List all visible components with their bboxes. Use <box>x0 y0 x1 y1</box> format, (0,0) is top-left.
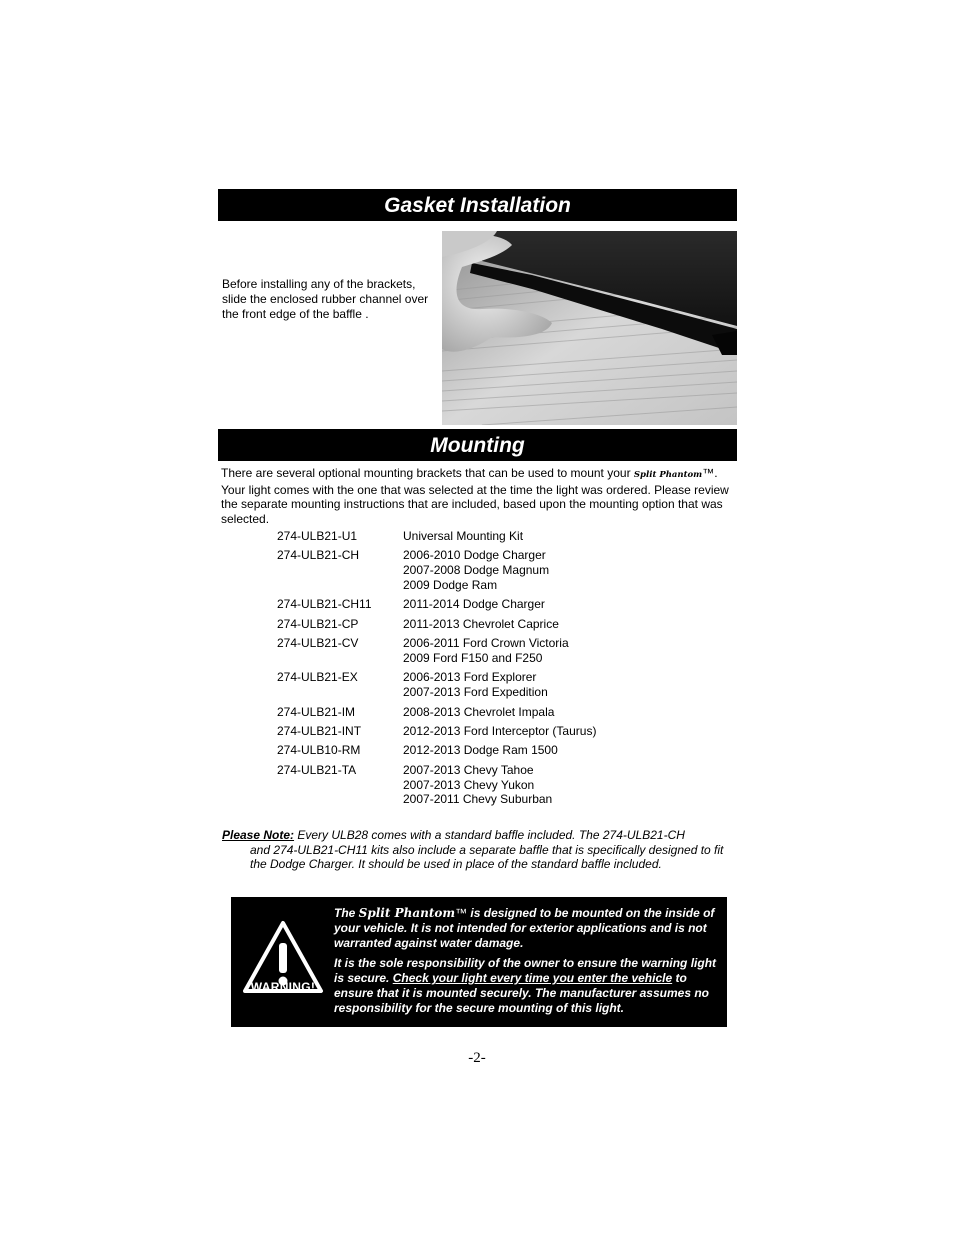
warning-p2-after: to ensure that it is mounted securely. The manufacturer assumes no responsibility for the secure mounting of this light. <box>334 971 709 1015</box>
vehicle-item: 2012-2013 Ford Interceptor (Taurus) <box>403 723 597 738</box>
warning-box <box>231 897 727 1027</box>
bracket-vehicles <box>403 670 548 700</box>
bracket-vehicles <box>403 548 549 592</box>
bracket-row <box>277 724 717 739</box>
vehicle-item: 2007-2008 Dodge Magnum <box>403 563 550 578</box>
warning-product-name: Split Phantom <box>358 906 456 920</box>
bracket-code: 274-ULB21-INT <box>277 723 362 738</box>
bracket-row <box>277 670 717 700</box>
vehicle-item: 2009 Ford F150 and F250 <box>403 650 543 665</box>
bracket-row <box>277 636 717 666</box>
vehicle-item: 2006-2013 Ford Explorer <box>403 670 537 685</box>
note-rest: and 274-ULB21-CH11 kits also include a separate baffle that is specifically designed to fit the Dodge Charger. It should be used in place of the standard baffle included. <box>250 842 724 872</box>
vehicle-item: 2006-2011 Ford Crown Victoria <box>403 636 569 651</box>
bracket-code: 274-ULB21-EX <box>277 670 358 685</box>
bracket-vehicles <box>403 597 545 612</box>
trademark: ™ <box>702 466 715 480</box>
vehicle-item: 2006-2010 Dodge Charger <box>403 548 546 563</box>
vehicle-item: 2008-2013 Chevrolet Impala <box>403 704 555 719</box>
bracket-row <box>277 763 717 807</box>
vehicle-item: 2011-2014 Dodge Charger <box>403 597 545 612</box>
bracket-code: 274-ULB21-U1 <box>277 529 358 543</box>
bracket-vehicles <box>403 705 554 720</box>
bracket-vehicles <box>403 529 523 544</box>
intro-text-after: . Your light comes with the one that was selected at the time the light was ordered. Please review the separate mounting instructions that are included, based upon the mounting option that was selected. <box>221 466 729 526</box>
mounting-heading: Mounting <box>218 429 737 461</box>
page-number: -2- <box>468 1050 486 1066</box>
vehicle-item: 2007-2011 Chevy Suburban <box>403 792 553 807</box>
bracket-code: 274-ULB21-CH11 <box>277 597 372 612</box>
warning-p2-underlined: Check your light every time you enter the vehicle <box>392 971 673 986</box>
bracket-code: 274-ULB21-TA <box>277 762 357 777</box>
warning-p1-rest: is designed to be mounted on the inside of your vehicle. It is not intended for exterior applications and is not warranted against water damage. <box>334 906 715 950</box>
bracket-code: 274-ULB21-IM <box>277 704 356 719</box>
mounting-intro <box>221 466 733 526</box>
please-note <box>222 828 734 872</box>
gasket-photo <box>442 231 737 425</box>
bracket-code: 274-ULB21-CV <box>277 636 359 651</box>
bracket-vehicles <box>403 743 558 758</box>
vehicle-item: 2009 Dodge Ram <box>403 577 498 592</box>
bracket-row <box>277 705 717 720</box>
bracket-row <box>277 529 717 544</box>
gasket-instructions: Before installing any of the brackets, slide the enclosed rubber channel over the front edge of the baffle . <box>222 277 429 321</box>
bracket-row <box>277 617 717 632</box>
note-label: Please Note: <box>222 828 295 842</box>
bracket-vehicles <box>403 763 552 807</box>
bracket-row <box>277 597 717 612</box>
bracket-vehicles <box>403 617 559 632</box>
bracket-code: 274-ULB21-CH <box>277 548 360 563</box>
bracket-code: 274-ULB10-RM <box>277 743 361 758</box>
warning-the: The <box>334 906 359 920</box>
bracket-row <box>277 548 717 592</box>
intro-text-before: There are several optional mounting brackets that can be used to mount your <box>221 466 634 480</box>
vehicle-item: 2007-2013 Ford Expedition <box>403 685 548 700</box>
gasket-installation-heading: Gasket Installation <box>218 189 737 221</box>
vehicle-item: 2007-2013 Chevy Yukon <box>403 777 535 792</box>
vehicle-item: Universal Mounting Kit <box>403 529 524 543</box>
warning-label: WARNING! <box>250 980 316 994</box>
bracket-code: 274-ULB21-CP <box>277 616 359 631</box>
product-name: Split Phantom <box>633 470 703 480</box>
vehicle-item: 2007-2013 Chevy Tahoe <box>403 762 534 777</box>
warning-p2-before: It is the sole responsibility of the owner to ensure the warning light is secure. <box>334 956 717 986</box>
bracket-list <box>277 529 717 812</box>
bracket-vehicles <box>403 636 569 666</box>
note-line1: Every ULB28 comes with a standard baffle included. The 274-ULB21-CH <box>294 828 685 842</box>
vehicle-item: 2011-2013 Chevrolet Caprice <box>403 616 559 631</box>
bracket-row <box>277 743 717 758</box>
vehicle-item: 2012-2013 Dodge Ram 1500 <box>403 743 558 758</box>
bracket-vehicles <box>403 724 596 739</box>
warning-text <box>334 906 718 1022</box>
warning-trademark: ™ <box>455 906 468 920</box>
